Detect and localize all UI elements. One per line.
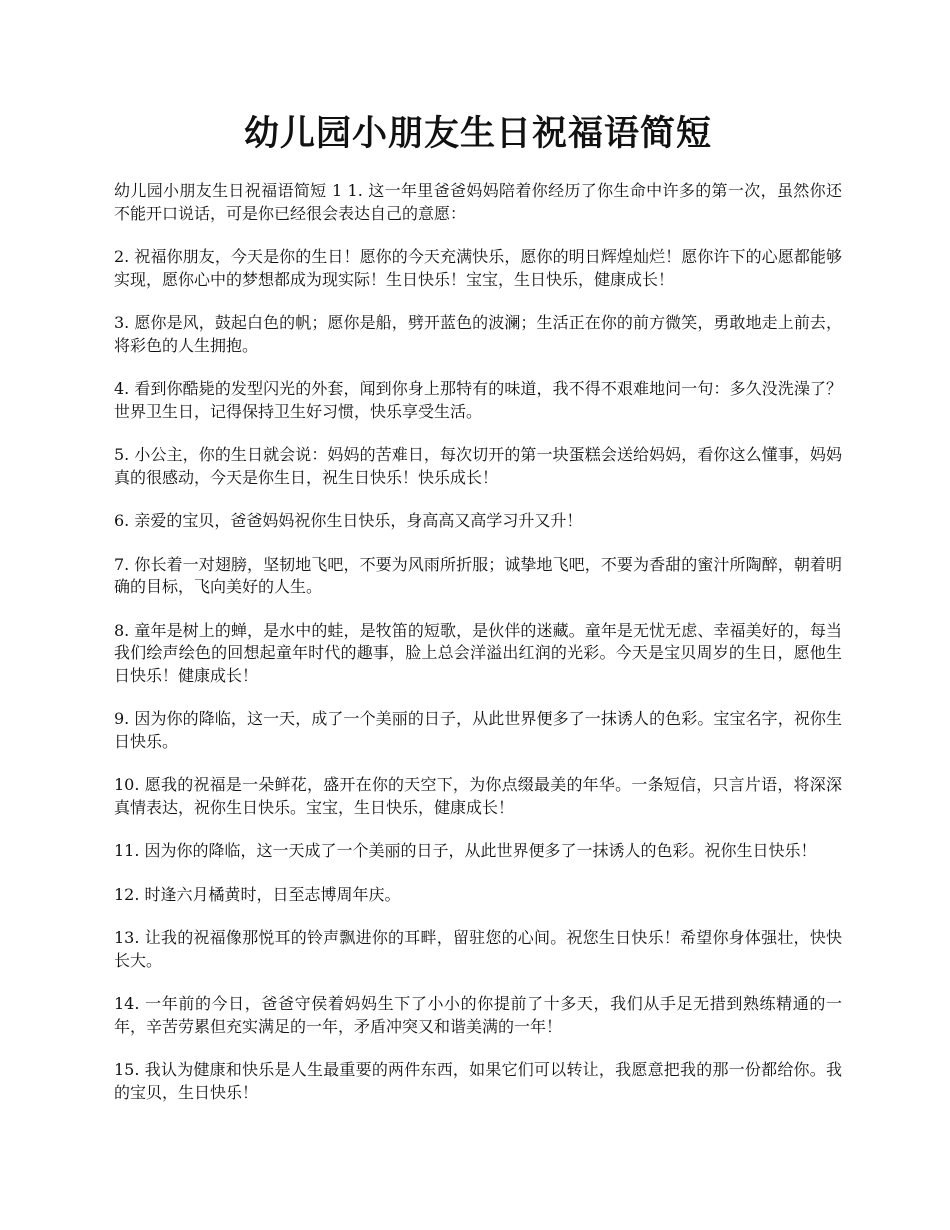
paragraph-3: 3. 愿你是风，鼓起白色的帆；愿你是船，劈开蓝色的波澜；生活正在你的前方微笑，勇敢地走上前去，将彩色的人生拥抱。 [114,313,842,355]
paragraph-11: 11. 因为你的降临，这一天成了一个美丽的日子，从此世界便多了一抹诱人的色彩。祝你生日快乐！ [114,841,817,860]
paragraph-6: 6. 亲爱的宝贝，爸爸妈妈祝你生日快乐，身高高又高学习升又升！ [114,511,583,530]
paragraph-14: 14. 一年前的今日，爸爸守侯着妈妈生下了小小的你提前了十多天，我们从手足无措到熟练精通的一年，辛苦劳累但充实满足的一年，矛盾冲突又和谐美满的一年！ [114,994,842,1036]
paragraph-1: 幼儿园小朋友生日祝福语简短 1 1. 这一年里爸爸妈妈陪着你经历了你生命中许多的第一次，虽然你还不能开口说话，可是你已经很会表达自己的意愿： [114,181,842,223]
document-title: 幼儿园小朋友生日祝福语简短 [243,113,712,154]
paragraph-10: 10. 愿我的祝福是一朵鲜花，盛开在你的天空下，为你点缀最美的年华。一条短信，只言片语，将深深真情表达，祝你生日快乐。宝宝，生日快乐，健康成长！ [114,775,842,817]
paragraph-15: 15. 我认为健康和快乐是人生最重要的两件东西，如果它们可以转让，我愿意把我的那一份都给你。我的宝贝，生日快乐！ [114,1060,842,1102]
paragraph-8: 8. 童年是树上的蝉，是水中的蛙，是牧笛的短歌，是伙伴的迷藏。童年是无忧无虑、幸福美好的，每当我们绘声绘色的回想起童年时代的趣事，脸上总会洋溢出红润的光彩。今天是宝贝周岁的生日，愿他生日快乐！健康成长！ [114,620,842,685]
paragraph-13: 13. 让我的祝福像那悦耳的铃声飘进你的耳畔，留驻您的心间。祝您生日快乐！希望你身体强壮，快快长大。 [114,928,842,970]
paragraph-12: 12. 时逢六月橘黄时，日至志博周年庆。 [114,884,401,904]
paragraph-9: 9. 因为你的降临，这一天，成了一个美丽的日子，从此世界便多了一抹诱人的色彩。宝宝名字，祝你生日快乐。 [114,709,842,751]
paragraph-2: 2. 祝福你朋友，今天是你的生日！愿你的今天充满快乐，愿你的明日辉煌灿烂！愿你许下的心愿都能够实现，愿你心中的梦想都成为现实际！生日快乐！宝宝，生日快乐，健康成长！ [114,247,842,289]
paragraph-7: 7. 你长着一对翅膀，坚韧地飞吧，不要为风雨所折服；诚挚地飞吧，不要为香甜的蜜汁所陶醉，朝着明确的目标，飞向美好的人生。 [114,554,842,596]
paragraph-4: 4. 看到你酷毙的发型闪光的外套，闻到你身上那特有的味道，我不得不艰难地问一句：多久没洗澡了？世界卫生日，记得保持卫生好习惯，快乐享受生活。 [114,379,842,421]
paragraph-5: 5. 小公主，你的生日就会说：妈妈的苦难日，每次切开的第一块蛋糕会送给妈妈，看你这么懂事，妈妈真的很感动，今天是你生日，祝生日快乐！快乐成长！ [114,445,842,487]
